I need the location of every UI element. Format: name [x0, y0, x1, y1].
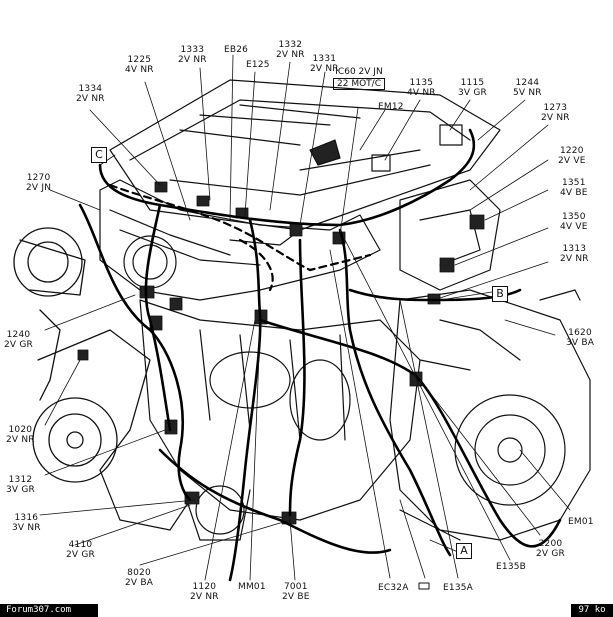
callout-em01	[568, 517, 594, 527]
callout-code: 1620	[568, 328, 592, 338]
callout-spec: 2V BE	[282, 592, 310, 602]
callout-spec: 2V NR	[276, 50, 305, 60]
callout-code: 1334	[78, 84, 103, 94]
callout-code: E135A	[443, 583, 474, 593]
callout-code: 1333	[180, 45, 205, 55]
callout-1351	[560, 178, 588, 198]
callout-code: EM01	[568, 517, 594, 527]
callout-code: MM01	[238, 582, 266, 592]
callout-2200	[536, 539, 565, 559]
callout-code: EM12	[378, 102, 404, 112]
callout-1270	[26, 173, 51, 193]
callout-code: 1220	[559, 146, 584, 156]
callout-code: 1135	[409, 78, 434, 88]
callout-code: EB26	[224, 45, 249, 55]
callout-e125	[246, 60, 270, 70]
callout-spec: 3V NR	[12, 523, 41, 533]
ground-symbol	[419, 583, 429, 589]
callout-1135	[407, 78, 436, 98]
callout-ec32a	[378, 583, 409, 593]
callout-spec: 2V GR	[536, 549, 565, 559]
callout-code: 1331	[312, 54, 337, 64]
callout-code: 1313	[562, 244, 587, 254]
callout-spec: 2V NR	[178, 55, 207, 65]
callout-spec: 3V BA	[566, 338, 595, 348]
callout-code: 1244	[515, 78, 540, 88]
callout-1244	[513, 78, 542, 98]
file-size: 97 ko	[571, 604, 613, 617]
callout-spec: 2V GR	[66, 550, 95, 560]
callout-code: 1115	[460, 78, 485, 88]
callout-code: 1316	[14, 513, 39, 523]
callout-1333	[178, 45, 207, 65]
callout-spec: 2V NR	[560, 254, 589, 264]
callout-1316	[12, 513, 41, 533]
callout-4110	[66, 540, 95, 560]
callout-em12	[378, 102, 404, 112]
callout-spec: 2V JN	[26, 183, 52, 193]
callout-code: 1351	[561, 178, 586, 188]
callout-code: 2200	[538, 539, 563, 549]
callout-spec: 2V NR	[6, 435, 35, 445]
callout-spec: 2V VE	[558, 156, 586, 166]
callout-spec: 2V NR	[310, 64, 339, 74]
ic60-code: IC60	[335, 67, 356, 77]
callout-code: 1332	[278, 40, 303, 50]
callout-code: 1273	[543, 103, 568, 113]
callout-code: 8020	[127, 568, 151, 578]
connectors	[78, 182, 484, 524]
callout-code: 1350	[561, 212, 586, 222]
callout-spec: 5V NR	[513, 88, 542, 98]
callout-code: 1240	[6, 330, 31, 340]
callout-code: EC32A	[378, 583, 409, 593]
callout-spec: 4V BE	[560, 188, 588, 198]
callout-1332	[276, 40, 305, 60]
callout-1225	[125, 55, 154, 75]
ic60-box: 22 MOT/C	[333, 78, 385, 90]
ic60-spec: 2V JN	[358, 67, 383, 77]
callout-spec: 3V GR	[6, 485, 35, 495]
boxed-letter-c: C	[91, 147, 107, 163]
callout-1312	[6, 475, 35, 495]
callout-7001	[282, 582, 310, 602]
callout-code: 4110	[68, 540, 93, 550]
callout-spec: 2V NR	[76, 94, 105, 104]
callout-1240	[4, 330, 33, 350]
callout-code: E125	[246, 60, 270, 70]
callout-code: 7001	[283, 582, 308, 592]
callout-spec: 2V GR	[4, 340, 33, 350]
callout-spec: 3V GR	[458, 88, 487, 98]
callout-code: 1312	[8, 475, 33, 485]
callout-spec: 4V NR	[407, 88, 436, 98]
boxed-letter-a: A	[456, 543, 472, 559]
callout-code: 1020	[8, 425, 33, 435]
dashed-harness	[110, 185, 370, 290]
callout-1273	[541, 103, 570, 123]
callout-1313	[560, 244, 589, 264]
callout-1120	[190, 582, 219, 602]
callout-spec: 4V VE	[560, 222, 588, 232]
callout-mm01	[238, 582, 266, 592]
source-watermark: Forum307.com	[0, 604, 98, 617]
callout-1115	[458, 78, 487, 98]
callout-spec: 2V NR	[190, 592, 219, 602]
callout-code: 1225	[127, 55, 152, 65]
callout-code: 1270	[26, 173, 51, 183]
callout-eb26	[224, 45, 248, 55]
callout-spec: 2V BA	[125, 578, 154, 588]
callout-1620	[566, 328, 594, 348]
callout-spec: 4V NR	[125, 65, 154, 75]
callout-code: 1120	[192, 582, 217, 592]
boxed-letter-b: B	[492, 286, 508, 302]
callout-1334	[76, 84, 105, 104]
callout-ic60	[333, 67, 385, 90]
callout-spec: 2V NR	[541, 113, 570, 123]
callout-e135a	[443, 583, 473, 593]
callout-1220	[558, 146, 586, 166]
callout-code: E135B	[496, 562, 527, 572]
footer-bar	[0, 604, 613, 617]
callout-1020	[6, 425, 35, 445]
callout-8020	[125, 568, 153, 588]
callout-1350	[560, 212, 588, 232]
callout-e135b	[496, 562, 526, 572]
